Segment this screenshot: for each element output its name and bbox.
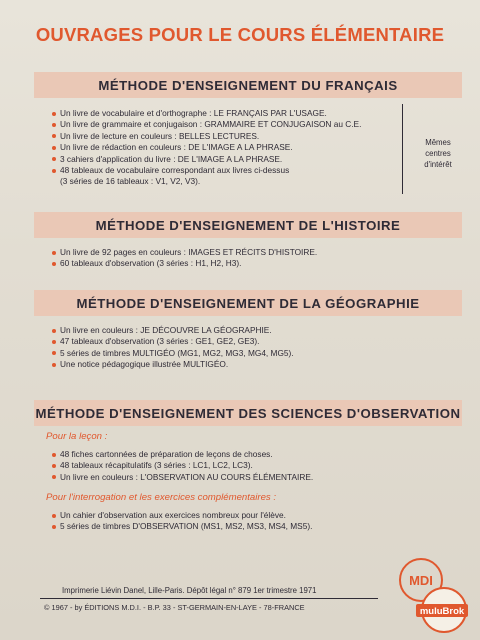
list-item: Une notice pédagogique illustrée MULTIGÉO. (52, 359, 294, 370)
section-heading-geographie: MÉTHODE D'ENSEIGNEMENT DE LA GÉOGRAPHIE (34, 290, 462, 316)
brace-divider (392, 104, 403, 194)
publisher-logo-text: MDI (409, 572, 433, 588)
stamp-label: muluBrok (419, 606, 465, 617)
list-item: 5 séries de timbres MULTIGÉO (MG1, MG2, MG3, MG4, MG5). (52, 348, 294, 359)
list-item: 47 tableaux d'observation (3 séries : GE1, GE2, GE3). (52, 336, 294, 347)
side-note-line: centres (425, 149, 451, 158)
list-sciences-interrogation (52, 510, 312, 533)
side-note-line: d'intérêt (424, 160, 452, 169)
subheading-interrogation: Pour l'interrogation et les exercices complémentaires : (46, 492, 277, 503)
list-item-continuation: (3 séries de 16 tableaux : V1, V2, V3). (60, 176, 201, 187)
list-sciences-lecon (52, 449, 313, 483)
list-item: 48 tableaux récapitulatifs (3 séries : LC1, LC2, LC3). (52, 460, 313, 471)
list-item: Un livre de 92 pages en couleurs : IMAGES ET RÉCITS D'HISTOIRE. (52, 247, 317, 258)
list-item: Un cahier d'observation aux exercices nombreux pour l'élève. (52, 510, 312, 521)
imprint-line: Imprimerie Liévin Danel, Lille-Paris. Dépôt légal n° 879 1er trimestre 1971 (62, 586, 317, 595)
list-item: Un livre en couleurs : L'OBSERVATION AU COURS ÉLÉMENTAIRE. (52, 472, 313, 483)
list-item: Un livre en couleurs : JE DÉCOUVRE LA GÉOGRAPHIE. (52, 325, 294, 336)
section-heading-sciences: MÉTHODE D'ENSEIGNEMENT DES SCIENCES D'OBSERVATION (34, 400, 462, 426)
list-item: 5 séries de timbres D'OBSERVATION (MS1, MS2, MS3, MS4, MS5). (52, 521, 312, 532)
list-item: 3 cahiers d'application du livre : DE L'IMAGE A LA PHRASE. (52, 154, 361, 165)
side-note-line: Mêmes (425, 138, 451, 147)
copyright-line: © 1967 - by ÉDITIONS M.D.I. - B.P. 33 - ST-GERMAIN-EN-LAYE - 78-FRANCE (44, 603, 305, 612)
list-item: Un livre de rédaction en couleurs : DE L'IMAGE A LA PHRASE. (52, 142, 361, 153)
section-heading-francais: MÉTHODE D'ENSEIGNEMENT DU FRANÇAIS (34, 72, 462, 98)
section-heading-histoire: MÉTHODE D'ENSEIGNEMENT DE L'HISTOIRE (34, 212, 462, 238)
footer-divider (40, 598, 378, 599)
subheading-lecon: Pour la leçon : (46, 431, 108, 442)
list-item: Un livre de lecture en couleurs : BELLES LECTURES. (52, 131, 361, 142)
list-item-line: 48 tableaux de vocabulaire correspondant aux livres ci-dessus (60, 165, 290, 176)
side-note (410, 137, 466, 170)
list-histoire (52, 247, 317, 270)
list-item (52, 165, 361, 188)
list-item: Un livre de grammaire et conjugaison : GRAMMAIRE ET CONJUGAISON au C.E. (52, 119, 361, 130)
list-francais (52, 108, 361, 188)
list-item: 48 fiches cartonnées de préparation de leçons de choses. (52, 449, 313, 460)
list-item: 60 tableaux d'observation (3 séries : H1, H2, H3). (52, 258, 317, 269)
list-geographie (52, 325, 294, 371)
page-title: OUVRAGES POUR LE COURS ÉLÉMENTAIRE (35, 24, 445, 45)
list-item: Un livre de vocabulaire et d'orthographe : LE FRANÇAIS PAR L'USAGE. (52, 108, 361, 119)
watermark-stamp (414, 586, 470, 636)
